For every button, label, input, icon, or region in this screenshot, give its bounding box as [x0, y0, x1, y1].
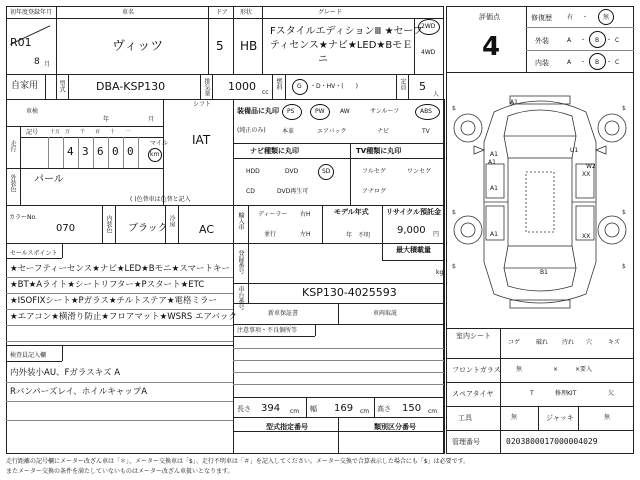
inspector-note-line: Rバンパーズレイ、ホイルキャップA [10, 387, 148, 397]
model-label: 型式 [58, 80, 65, 92]
first-reg-label: 初年度登録年月 [10, 9, 53, 16]
inspection-month-unit: 月 [148, 116, 155, 123]
equipment-item: エアバック [317, 128, 347, 135]
selling-point-line: ★BT★Aライト★シートリフター★Pスタート★ETC [10, 280, 205, 290]
odometer-divider [108, 137, 109, 168]
car-name-label: 車名 [122, 9, 135, 16]
navi-cd: CD [246, 188, 255, 195]
exterior-color-note: ( )色替車は色替と記入 [130, 196, 191, 203]
inspector-notes-label: 検査員記入欄 [10, 352, 47, 359]
vehicle-manual: 車両取説 [373, 310, 398, 317]
shape-value: HB [240, 39, 258, 53]
score-value: 4 [482, 32, 501, 62]
cc-unit: cc [262, 89, 269, 96]
diagram-mark-dollar-6: $ [622, 263, 626, 270]
type-number-label: 型式指定番号 [266, 423, 308, 431]
tools-value: 無 [511, 414, 518, 421]
shift-value: IAT [192, 133, 211, 147]
odometer-divider [93, 137, 94, 168]
model-year-value: 年 不明 [346, 232, 371, 239]
height-label: 高さ [377, 405, 391, 413]
doors-value: 5 [216, 39, 224, 53]
sheet-item: キズ [608, 339, 620, 346]
ruled-line [6, 341, 233, 342]
odometer-unit: 千 [80, 129, 86, 135]
odometer-divider [78, 137, 79, 168]
header-divider [6, 18, 444, 19]
equipment-item: PS [287, 108, 295, 115]
displacement-value: 1000 [228, 80, 256, 93]
inspection-year-unit: 年 [103, 116, 110, 123]
max-load-label: 最大積載量 [396, 246, 431, 254]
equipment-item: PW [315, 108, 325, 115]
interior-color-label: 内装色 [105, 215, 112, 233]
diagram-mark-dollar-5: $ [452, 263, 456, 270]
capacity-unit: 人 [433, 91, 440, 98]
mileage-unit-mile: マイル [150, 140, 168, 147]
exterior-grade-label: 外装 [535, 37, 549, 45]
equipment-note: (純正のみ) [237, 127, 266, 134]
damage-mark: XX [582, 233, 591, 240]
exterior-opt-c: C [615, 37, 620, 44]
front-glass-none: 無 [516, 366, 523, 373]
odometer-unit: 十 [110, 129, 116, 135]
odometer-divider [123, 137, 124, 168]
repair-opt-yes: 有 [567, 14, 574, 21]
capacity-value: 5 [419, 80, 426, 93]
odometer-unit: 百 [95, 129, 101, 135]
spare-tire-missing: 欠 [608, 390, 615, 397]
damage-mark: B1 [540, 269, 548, 276]
selling-point-line: ★セーフティーセンス★ナビ★LED★Bモニ★スマートキー [10, 264, 231, 274]
load-unit: kg [436, 269, 444, 276]
ruled-line [6, 325, 233, 326]
navi-sd: SD [322, 168, 331, 175]
ruled-line [233, 384, 444, 385]
mileage-label: 走行 [9, 140, 16, 152]
odometer-digit: 0 [127, 145, 134, 158]
registration-label: 登録番号 [237, 250, 244, 274]
first-reg-year: R01 [10, 36, 32, 49]
equipment-item: ABS [420, 108, 432, 115]
inspection-label: 車検 [26, 108, 39, 115]
recycle-value: 9,000 [397, 225, 426, 236]
repair-opt-no: 無 [603, 14, 610, 21]
odometer-divider [63, 137, 64, 168]
interior-opt-b: B [595, 59, 600, 66]
exterior-color-value: パール [34, 174, 64, 185]
selling-points-label: セールスポイント [10, 250, 58, 257]
diagram-mark-dollar-3: $ [452, 209, 456, 216]
width-unit: cm [360, 408, 370, 415]
height-value: 150 [402, 403, 422, 414]
ac-label: 冷房 [168, 215, 175, 227]
grade-line-3: ニ [318, 54, 328, 65]
interior-color-value: ブラック [128, 223, 168, 234]
height-unit: cm [428, 408, 438, 415]
import-left-hand: 左H [300, 231, 311, 238]
first-reg-month: 8 [34, 57, 40, 67]
ruled-line [233, 372, 444, 373]
length-label: 長さ [237, 405, 251, 413]
grade-label: グレード [318, 9, 343, 16]
class-number-label: 類別区分番号 [374, 423, 416, 431]
odometer-digit: 4 [67, 145, 74, 158]
ruled-line [6, 401, 233, 402]
color-code-label: カラーNo. [9, 214, 37, 221]
damage-mark: XX [582, 171, 591, 178]
inspector-note-line: 内外装小AU、Fガラスキズ A [10, 368, 121, 378]
front-glass-x: × [553, 366, 559, 373]
recycle-unit: 円 [433, 231, 440, 238]
tools-label: 工具 [458, 414, 472, 422]
interior-sheet-label: 室内シート [456, 332, 491, 340]
equipment-title: 装備品に丸印 [237, 107, 279, 115]
sheet-item: 穴 [586, 339, 593, 346]
ruled-line [6, 277, 233, 278]
navi-dvd: DVD [285, 168, 299, 175]
footer-line-1: 走行距離の記号欄にメーター改ざん車は「＊」、メーター交換車は「$」、走行不明車は「＃」を記入してください。メーター交換で合算表示した場合にも「$」は必要です。 [6, 458, 470, 465]
ruled-line [233, 360, 444, 361]
ruled-line [6, 309, 233, 310]
navi-hdd: HDD [246, 168, 260, 175]
chassis-value: KSP130-4025593 [302, 286, 397, 299]
fuel-label: 燃料 [275, 78, 282, 90]
car-damage-diagram [446, 72, 634, 328]
mileage-unit-km: km [150, 151, 160, 158]
navi-dvd-play: DVD再生可 [277, 188, 309, 195]
model-year-label: モデル年式 [334, 208, 369, 216]
odometer-digit: 0 [112, 145, 119, 158]
front-glass-x-replace: ×要入 [575, 366, 593, 373]
tv-title: TV種類に丸印 [356, 147, 402, 155]
damage-mark: A1 [490, 231, 498, 238]
tv-fullseg: フルセグ [362, 168, 386, 175]
usage-value: 自家用 [11, 81, 39, 91]
ruled-line [6, 382, 233, 383]
left-right-split [233, 99, 234, 454]
diagram-mark-dollar-2: $ [622, 105, 626, 112]
width-value: 169 [334, 403, 354, 414]
odometer-digit: 6 [97, 145, 104, 158]
odometer-unit: 一 [125, 129, 131, 135]
selling-point-line: ★エアコン★横滑り防止★フロアマット★WSRS エアバック [10, 312, 237, 322]
exterior-opt-b: B [595, 37, 600, 44]
grade-line-2: ティセンス★ナビ★LED★BモＥ [270, 40, 413, 51]
jack-label: ジャッキ [546, 414, 574, 422]
interior-grade-label: 内装 [535, 59, 549, 67]
first-reg-month-unit: 月 [44, 61, 51, 68]
drive-2wd: 2WD [421, 23, 436, 30]
tv-oneseg: ワンセグ [407, 168, 432, 175]
ac-value: AC [199, 223, 215, 236]
displacement-label: 排気量 [203, 78, 210, 96]
odometer-divider [48, 137, 49, 168]
width-label: 幅 [310, 405, 317, 413]
import-label: 輸入車 [237, 212, 244, 230]
color-code-value: 070 [56, 223, 76, 234]
recycle-label: リサイクル預託金 [386, 208, 442, 216]
model-value: DBA-KSP130 [96, 80, 166, 93]
length-value: 394 [261, 403, 281, 414]
equipment-item: TV [422, 128, 430, 135]
front-glass-label: フロントガラス [452, 366, 501, 374]
exterior-opt-a: A [567, 37, 572, 44]
drive-4wd: 4WD [421, 49, 436, 56]
interior-opt-a: A [567, 59, 572, 66]
repair-label: 修復歴 [531, 14, 552, 22]
car-name: ヴィッツ [112, 39, 164, 54]
damage-mark: A1 [490, 185, 498, 192]
length-unit: cm [290, 408, 300, 415]
damage-mark: U1 [570, 147, 579, 154]
interior-opt-c: C [615, 59, 620, 66]
sheet-item: 汚れ [562, 339, 575, 346]
score-label: 評価点 [479, 13, 500, 21]
footer-line-2: またメーター交換の条件を満たしていないものはメーター改ざん車扱いとなります。 [6, 468, 234, 475]
equipment-item: サンルーフ [370, 108, 400, 115]
odometer-digit: 3 [82, 145, 89, 158]
import-right-hand: 右H [300, 211, 311, 218]
shape-label: 形状 [240, 9, 253, 16]
new-car-warranty: 新車保証書 [268, 310, 299, 317]
navi-title: ナビ種類に丸印 [250, 147, 299, 155]
spare-tire-kit: 修理KIT [555, 390, 577, 397]
mileage-note-label: 記号 [26, 129, 39, 136]
management-label: 管理番号 [452, 438, 480, 446]
spare-tire-t: T [530, 390, 534, 397]
import-parallel: 並行 [264, 231, 277, 238]
odometer-divider [138, 137, 139, 168]
odometer-unit: 十万 [50, 129, 61, 135]
diagram-mark-dollar-4: $ [622, 209, 626, 216]
ruled-line [233, 348, 444, 349]
shift-label: シフト [193, 101, 212, 108]
diagram-mark-dollar-1: $ [452, 105, 456, 112]
import-dealer: ディーラー [258, 211, 288, 218]
sheet-item: コゲ [508, 339, 521, 346]
ruled-line [6, 293, 233, 294]
grade-line-1: FスタイルエディションⅢ ★セーフ [270, 26, 423, 37]
odometer-unit: 万 [65, 129, 71, 135]
fuel-options: ・D・HV・( ) [310, 83, 358, 90]
damage-mark: W2 [586, 163, 596, 170]
selling-point-line: ★ISOFIXシート★Pガラス★チルトステア★電格ミラー [10, 296, 217, 306]
equipment-item: ナビ [377, 128, 390, 135]
damage-mark: A1 [510, 99, 518, 106]
exterior-color-label: 外装色 [9, 174, 16, 192]
damage-mark: A1 [488, 159, 496, 166]
doors-label: ドア [216, 9, 228, 16]
ruled-line [6, 420, 233, 421]
equipment-item: 本革 [282, 128, 295, 135]
damage-mark: A1 [490, 151, 498, 158]
notes-label: 注意事項・不良個所等 [237, 327, 298, 334]
capacity-label: 定員 [399, 78, 406, 90]
tv-analog: アナログ [362, 188, 387, 195]
sheet-item: 破れ [536, 339, 549, 346]
jack-value: 無 [604, 414, 611, 421]
fuel-selected: G [297, 83, 302, 90]
management-value: 0203800017000004029 [506, 437, 598, 446]
chassis-label: 車台番号 [237, 286, 244, 310]
spare-tire-label: スペアタイヤ [452, 390, 494, 398]
equipment-item: AW [340, 108, 350, 115]
